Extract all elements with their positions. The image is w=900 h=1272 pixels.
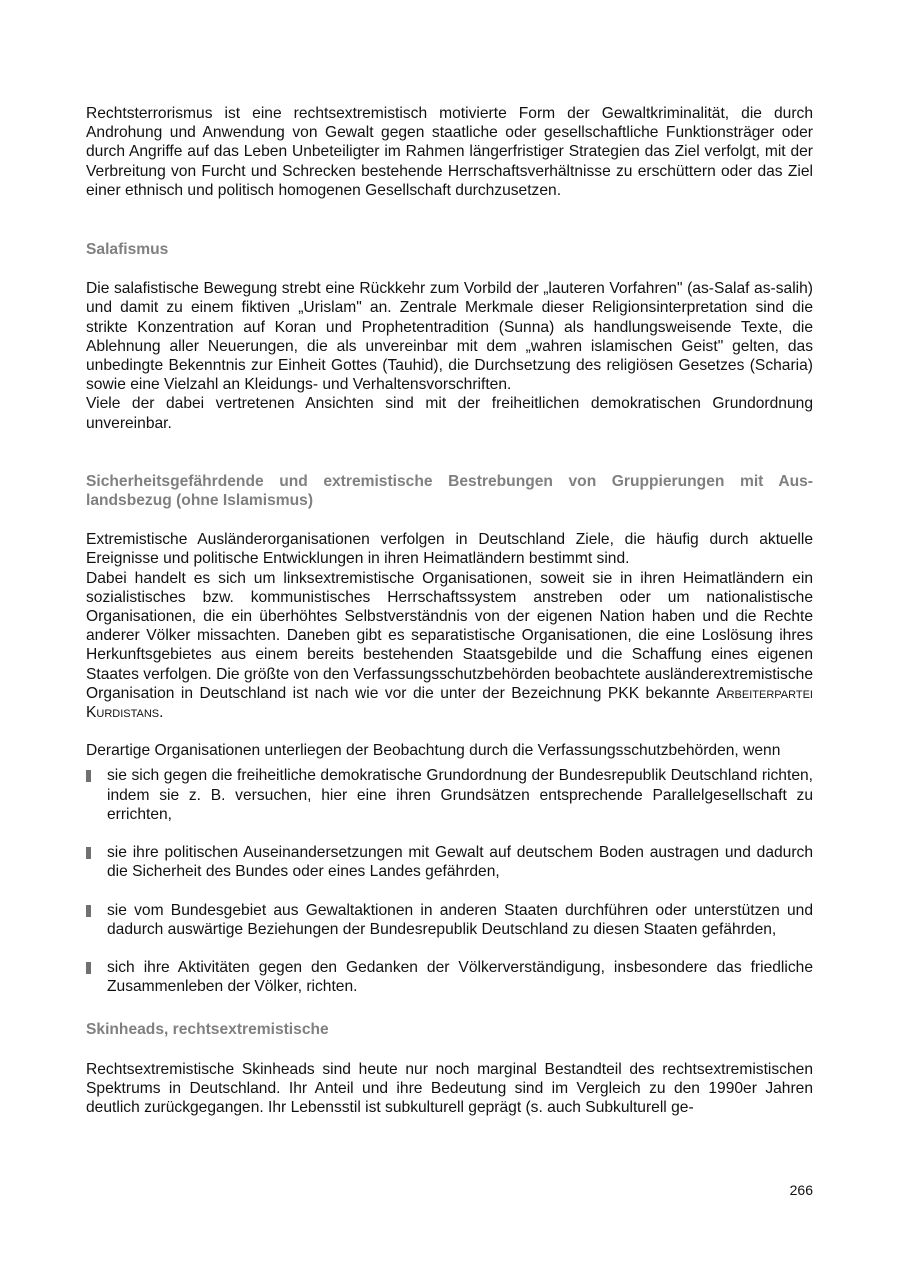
list-item-text: sie vom Bundesgebiet aus Gewaltaktionen in anderen Staaten durchführen oder unterstützen und dadurch auswärtige Beziehungen der Bundesrepublik Deutschland zu diesen Staaten gefährden, [107, 901, 813, 938]
list-item [86, 958, 813, 996]
page-number: 266 [789, 1182, 813, 1198]
paragraph-auslandsbezug-2 [86, 569, 813, 723]
heading-salafismus: Salafismus [86, 241, 169, 259]
bullet-icon [86, 962, 91, 974]
paragraph-rechtsterrorismus: Rechtsterrorismus ist eine rechtsextremistisch motivierte Form der Gewaltkriminalität, die durch Androhung und Anwendung von Gewalt gegen staatliche oder gesellschaftliche Funktionsträger oder durch Angriffe auf das Leben Unbeteiligter im Rahmen längerfristiger Strategien das Ziel verfolgt, mit der Verbreitung von Furcht und Schrecken bestehende Herrschaftsverhältnisse zu erschüttern oder das Ziel einer ethnisch und politisch homogenen Gesellschaft durchzusetzen. [86, 105, 813, 199]
bullet-icon [86, 770, 91, 782]
paragraph-salafismus-2: Viele der dabei vertretenen Ansichten sind mit der freiheitlichen demokratischen Grundordnung unvereinbar. [86, 395, 813, 432]
paragraph-auslandsbezug-3: Derartige Organisationen unterliegen der Beobachtung durch die Verfassungsschutzbehörden, wenn [86, 742, 781, 760]
heading-auslandsbezug: Sicherheitsgefährdende und extremistische Bestrebungen von Gruppierungen mit Auslandsbezug (ohne Islamismus) [86, 472, 813, 510]
list-item-text: sie sich gegen die freiheitliche demokratische Grundordnung der Bundesrepublik Deutschland richten, indem sie z. B. versuchen, hier eine ihren Grundsätzen entsprechende Parallelgesellschaft zu errichten, [107, 767, 813, 823]
paragraph-auslandsbezug-2-end: . [159, 704, 164, 722]
paragraph-salafismus-1: Die salafistische Bewegung strebt eine Rückkehr zum Vorbild der „lauteren Vorfahren" (as-Salaf as-salih) und damit zu einem fiktiven „Urislam" an. Zentrale Merkmale dieser Religionsinterpretation sind die strikte Konzentration auf Koran und Prophetentradition (Sunna) als handlungsweisende Texte, die Ablehnung aller Neuerungen, die als unvereinbar mit dem „wahren islamischen Geist" gelten, das unbedingte Bekenntnis zur Einheit Gottes (Tauhid), die Durchsetzung des religiösen Gesetzes (Scharia) sowie eine Vielzahl an Kleidungs- und Verhaltensvorschriften. [86, 280, 813, 394]
heading-skinheads: Skinheads, rechtsextremistische [86, 1021, 329, 1039]
paragraph-skinheads-1: Rechtsextremistische Skinheads sind heute nur noch marginal Bestandteil des rechtsextremistischen Spektrums in Deutschland. Ihr Anteil und ihre Bedeutung sind im Vergleich zu den 1990er Jahren deutlich zurückgegangen. Ihr Lebensstil ist subkulturell geprägt (s. auch Subkulturell ge- [86, 1060, 813, 1116]
paragraph-auslandsbezug-1: Extremistische Ausländerorganisationen verfolgen in Deutschland Ziele, die häufig durch aktuelle Ereignisse und politische Entwicklungen in ihren Heimatländern bestimmt sind. [86, 531, 813, 568]
bullet-icon [86, 905, 91, 917]
list-item [86, 901, 813, 939]
paragraph-auslandsbezug-2-text: Dabei handelt es sich um linksextremistische Organisationen, soweit sie in ihren Heimatländern ein sozialistisches bzw. kommunistisches Herrschaftssystem anstreben oder um nationalistische Organisationen, die ein überhöhtes Selbstverständnis von der eigenen Nation haben und die Rechte anderer Völker missachten. Daneben gibt es separatistische Organisationen, die eine Loslösung ihres Herkunftsgebietes aus einem bereits bestehenden Staatsgebilde und die Schaffung eines eigenen Staates verfolgen. Die größte von den Verfassungsschutzbehörden beobachtete ausländerextremistische Organisation in Deutschland ist nach wie vor die unter der Bezeichnung PKK bekannte [86, 569, 813, 702]
criteria-list [86, 766, 813, 996]
list-item [86, 843, 813, 881]
list-item [86, 766, 813, 824]
list-item-text: sich ihre Aktivitäten gegen den Gedanken der Völkerverständigung, insbesondere das friedliche Zusammenleben der Völker, richten. [107, 958, 813, 996]
bullet-icon [86, 847, 91, 859]
organization-name: Arbeiterpartei Kurdistans [86, 684, 813, 722]
document-body [86, 104, 813, 1117]
list-item-text: sie ihre politischen Auseinandersetzungen mit Gewalt auf deutschem Boden austragen und dadurch die Sicherheit des Bundes oder eines Landes gefährden, [107, 844, 813, 881]
